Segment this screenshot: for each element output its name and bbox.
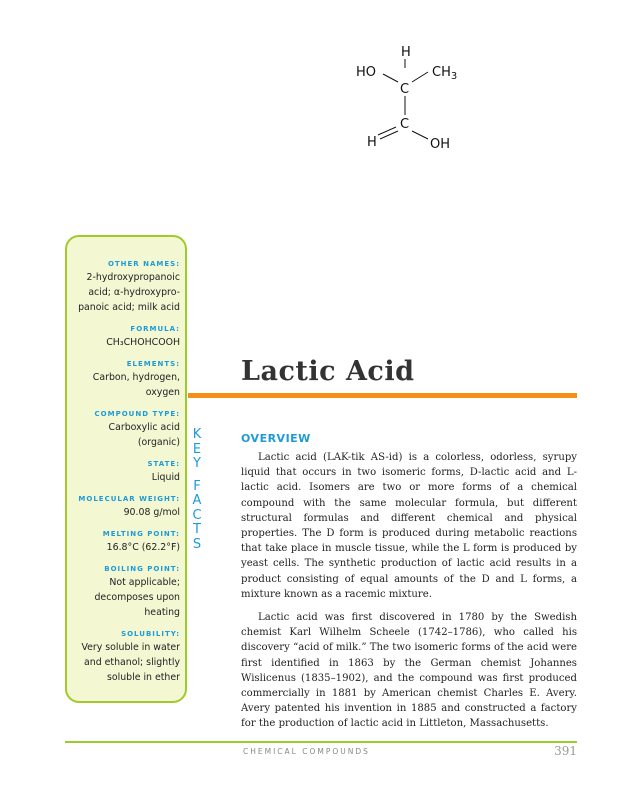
vertical-letter: Y (193, 456, 201, 471)
article-body (241, 450, 577, 740)
bond-double-2 (378, 127, 396, 135)
vertical-letter: A (192, 493, 202, 508)
vertical-letter: C (192, 507, 202, 523)
structure-atom-h-top: H (401, 45, 411, 60)
bond-ho-c (383, 74, 398, 82)
fact-value: Not applicable; decomposes upon heating (94, 577, 180, 618)
fact-value: 90.08 g/mol (123, 507, 180, 518)
fact-label: MELTING POINT: (102, 530, 180, 538)
structure-atom-c-lower: C (400, 117, 410, 132)
fact-elements (67, 359, 185, 400)
fact-label: OTHER NAMES: (107, 260, 180, 268)
fact-other-names (67, 259, 185, 315)
chemical-structure-diagram (350, 38, 470, 158)
footer-rule (65, 741, 577, 743)
page-title: Lactic Acid (241, 356, 415, 387)
fact-label: STATE: (147, 460, 180, 468)
fact-value: 2-hydroxypropanoic acid; α-hydroxypro-panoic acid; milk acid (78, 272, 180, 313)
fact-state (67, 459, 185, 485)
paragraph: Lactic acid was first discovered in 1780 by the Swedish chemist Karl Wilhelm Scheele (1742–1786), who called his discovery “acid of milk.” The two isomeric forms of the acid were first identified in 1863 by the German chemist Johannes Wislicenus (1835–1902), and the compound was first produced commercially in 1881 by American chemist Charles E. Avery. Avery patented his invention in 1885 and constructed a factory for the production of lactic acid in Littleton, Massachusetts. (241, 612, 577, 730)
structure-atom-c-upper: C (400, 82, 410, 97)
fact-label: MOLECULAR WEIGHT: (78, 495, 180, 503)
fact-compound-type (67, 409, 185, 450)
fact-molecular-weight (67, 494, 185, 520)
key-facts-vertical-label (190, 428, 204, 552)
fact-value: Liquid (151, 472, 180, 483)
structure-atom-ho: HO (356, 65, 377, 80)
bond-double-1 (380, 131, 398, 139)
vertical-letter: E (192, 441, 202, 457)
fact-value: 16.8°C (62.2°F) (106, 542, 180, 553)
vertical-letter: T (193, 522, 201, 537)
title-underline (188, 393, 577, 398)
fact-label: FORMULA: (130, 325, 180, 333)
fact-label: BOILING POINT: (104, 565, 180, 573)
fact-formula (67, 324, 185, 350)
bond-c-oh (412, 131, 428, 139)
fact-boiling-point (67, 564, 185, 620)
fact-label: SOLUBILITY: (121, 630, 180, 638)
section-heading: OVERVIEW (241, 432, 311, 445)
running-footer-title: CHEMICAL COMPOUNDS (243, 747, 370, 756)
fact-label: COMPOUND TYPE: (94, 410, 180, 418)
page-number: 391 (554, 744, 577, 758)
key-facts-box (65, 235, 187, 703)
fact-melting-point (67, 529, 185, 555)
vertical-letter: F (193, 478, 201, 494)
vertical-letter: S (192, 536, 202, 552)
fact-label: ELEMENTS: (126, 360, 180, 368)
bond-c-ch3 (412, 72, 428, 82)
paragraph: Lactic acid (LAK-tik AS-id) is a colorless, odorless, syrupy liquid that occurs in two isomeric forms, D-lactic acid and L-lactic acid. Isomers are two or more forms of a chemical compound with the same molecular formula, but different structural formulas and different chemical and physical properties. The D form is produced during metabolic reactions that take place in muscle tissue, while the L form is produced by yeast cells. The synthetic production of lactic acid results in a product consisting of equal amounts of the D and L forms, a mixture known as a racemic mixture. (241, 452, 577, 600)
structure-atom-oh: OH (430, 137, 451, 152)
fact-value: CH₃CHOHCOOH (106, 337, 180, 348)
fact-value: Very soluble in water and ethanol; slightly soluble in ether (81, 642, 180, 683)
structure-atom-ch3: $CH_3$ (432, 65, 458, 82)
structure-atom-h-bottom: H (367, 135, 377, 150)
fact-value: Carbon, hydrogen, oxygen (92, 372, 180, 398)
fact-solubility (67, 629, 185, 685)
fact-value: Carboxylic acid (organic) (108, 422, 180, 448)
vertical-letter: K (192, 427, 202, 442)
